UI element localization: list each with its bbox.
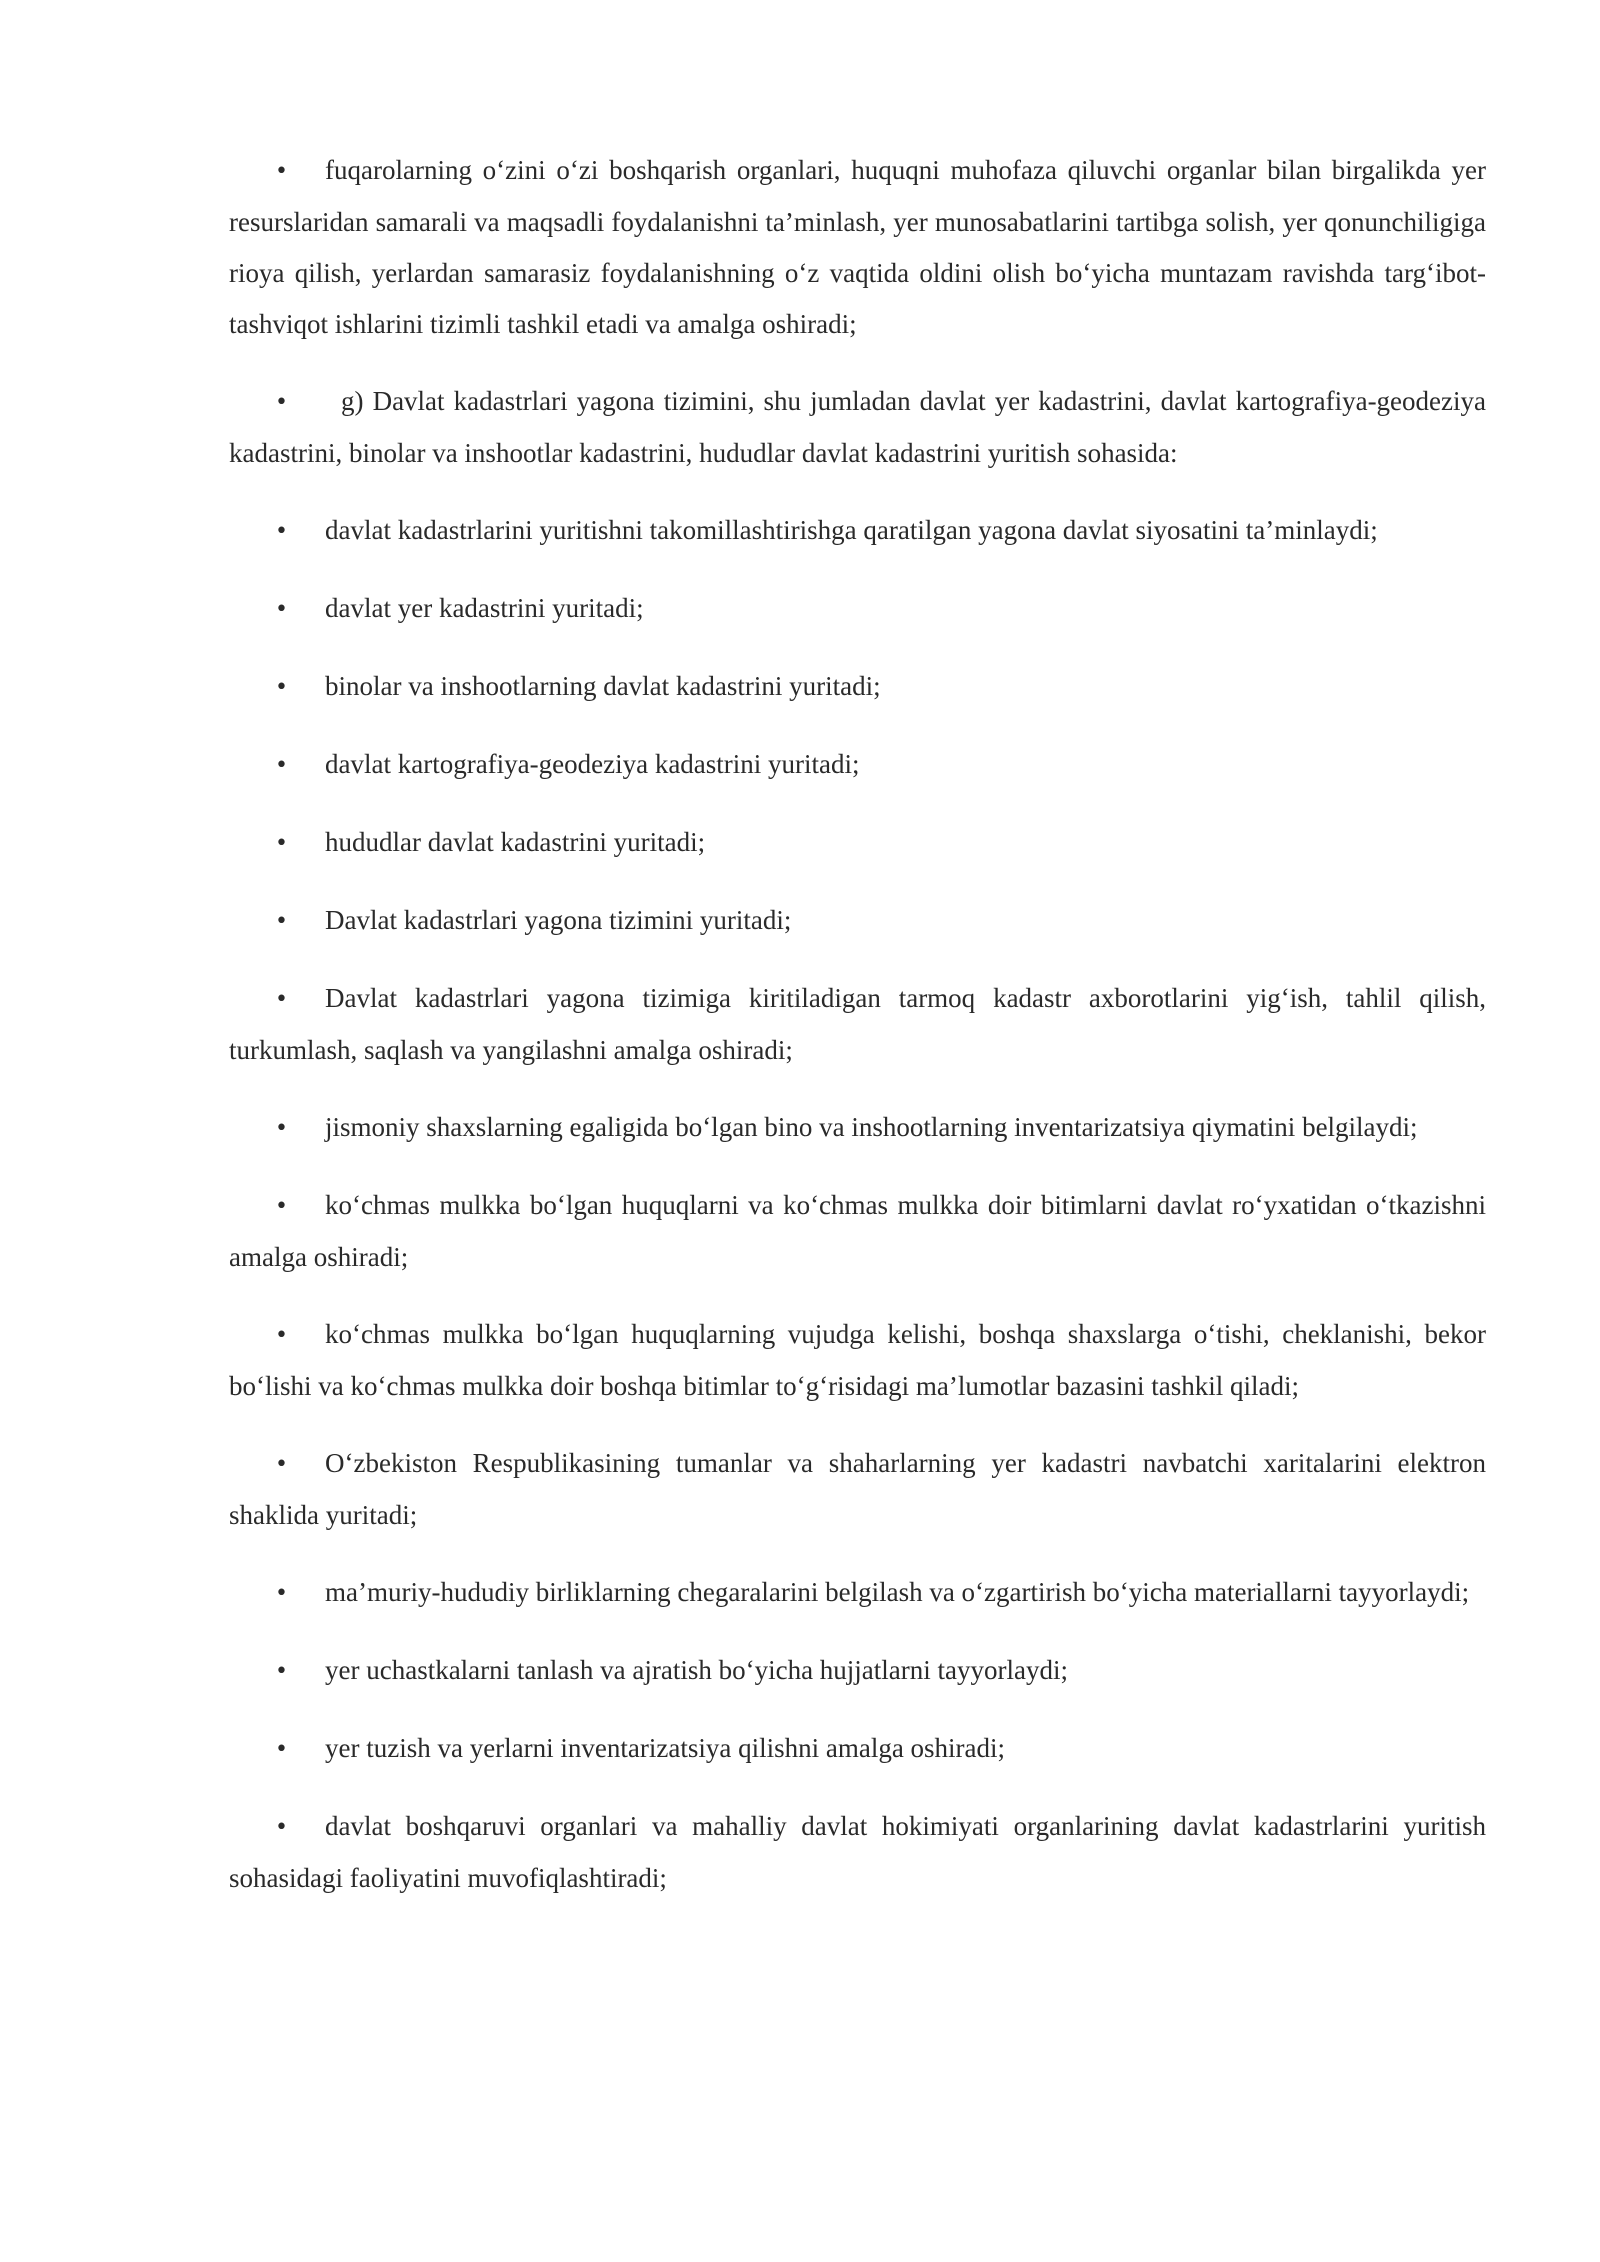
list-item-text: fuqarolarning o‘zini o‘zi boshqarish organlari, huquqni muhofaza qiluvchi organlar bilan birgalikda yer resurslaridan samarali va maqsadli foydalanishni ta’minlash, yer munosabatlarini tartibga solish, yer qonunchiligiga rioya qilish, yerlardan samarasiz foydalanishning o‘z vaqtida oldini olish bo‘yicha muntazam ravishda targ‘ibot-tashviqot ishlarini tizimli tashkil etadi va amalga oshiradi; bbox=[229, 155, 1486, 339]
list-item bbox=[229, 505, 1486, 557]
bullet-icon: • bbox=[275, 1815, 288, 1840]
list-item bbox=[229, 1180, 1486, 1283]
list-item-text: hududlar davlat kadastrini yuritadi; bbox=[325, 827, 706, 857]
list-item bbox=[229, 376, 1486, 479]
bullet-icon: • bbox=[275, 831, 288, 856]
bullet-icon: • bbox=[275, 159, 288, 184]
list-item bbox=[229, 973, 1486, 1076]
list-item-text: g) Davlat kadastrlari yagona tizimini, shu jumladan davlat yer kadastrini, davlat kartografiya-geodeziya kadastrini, binolar va inshootlar kadastrini, hududlar davlat kadastrini yuritish sohasida: bbox=[229, 386, 1486, 468]
list-item-text: yer tuzish va yerlarni inventarizatsiya qilishni amalga oshiradi; bbox=[325, 1733, 1006, 1763]
bullet-icon: • bbox=[275, 753, 288, 778]
list-item-text: O‘zbekiston Respublikasining tumanlar va shaharlarning yer kadastri navbatchi xaritalarini elektron shaklida yuritadi; bbox=[229, 1448, 1486, 1530]
list-item bbox=[229, 817, 1486, 869]
bullet-icon: • bbox=[275, 1194, 288, 1219]
list-item bbox=[229, 1102, 1486, 1154]
bullet-icon: • bbox=[275, 909, 288, 934]
bullet-icon: • bbox=[275, 1737, 288, 1762]
list-item-text: jismoniy shaxslarning egaligida bo‘lgan bino va inshootlarning inventarizatsiya qiymatini belgilaydi; bbox=[325, 1112, 1418, 1142]
document-body bbox=[229, 145, 1486, 1930]
bullet-icon: • bbox=[275, 1659, 288, 1684]
bullet-icon: • bbox=[275, 519, 288, 544]
list-item bbox=[229, 739, 1486, 791]
bullet-icon: • bbox=[275, 987, 288, 1012]
list-item bbox=[229, 583, 1486, 635]
list-item bbox=[229, 1438, 1486, 1541]
list-item bbox=[229, 1567, 1486, 1619]
list-item-text: ko‘chmas mulkka bo‘lgan huquqlarning vujudga kelishi, boshqa shaxslarga o‘tishi, cheklanishi, bekor bo‘lishi va ko‘chmas mulkka doir boshqa bitimlar to‘g‘risidagi ma’lumotlar bazasini tashkil qiladi; bbox=[229, 1319, 1486, 1401]
list-item-text: binolar va inshootlarning davlat kadastrini yuritadi; bbox=[325, 671, 881, 701]
list-item-text: davlat boshqaruvi organlari va mahalliy davlat hokimiyati organlarining davlat kadastrlarini yuritish sohasidagi faoliyatini muvofiqlashtiradi; bbox=[229, 1811, 1486, 1893]
list-item bbox=[229, 145, 1486, 350]
list-item bbox=[229, 1309, 1486, 1412]
list-item-text: yer uchastkalarni tanlash va ajratish bo‘yicha hujjatlarni tayyorlaydi; bbox=[325, 1655, 1068, 1685]
list-item-text: davlat kadastrlarini yuritishni takomillashtirishga qaratilgan yagona davlat siyosatini ta’minlaydi; bbox=[325, 515, 1378, 545]
list-item bbox=[229, 895, 1486, 947]
list-item-text: Davlat kadastrlari yagona tizimini yuritadi; bbox=[325, 905, 792, 935]
list-item-text: davlat yer kadastrini yuritadi; bbox=[325, 593, 644, 623]
list-item bbox=[229, 661, 1486, 713]
list-item-text: davlat kartografiya-geodeziya kadastrini yuritadi; bbox=[325, 749, 860, 779]
list-item-text: ma’muriy-hududiy birliklarning chegaralarini belgilash va o‘zgartirish bo‘yicha materiallarni tayyorlaydi; bbox=[325, 1577, 1470, 1607]
list-item-text: Davlat kadastrlari yagona tizimiga kiritiladigan tarmoq kadastr axborotlarini yig‘ish, tahlil qilish, turkumlash, saqlash va yangilashni amalga oshiradi; bbox=[229, 983, 1486, 1065]
list-item-text: ko‘chmas mulkka bo‘lgan huquqlarni va ko‘chmas mulkka doir bitimlarni davlat ro‘yxatidan o‘tkazishni amalga oshiradi; bbox=[229, 1190, 1486, 1272]
bullet-icon: • bbox=[275, 1116, 288, 1141]
list-item bbox=[229, 1723, 1486, 1775]
list-item bbox=[229, 1645, 1486, 1697]
bullet-icon: • bbox=[275, 1323, 288, 1348]
bullet-icon: • bbox=[275, 675, 288, 700]
bullet-icon: • bbox=[275, 597, 288, 622]
bullet-icon: • bbox=[275, 1581, 288, 1606]
bullet-icon: • bbox=[275, 1452, 288, 1477]
bullet-icon: • bbox=[275, 390, 288, 415]
list-item bbox=[229, 1801, 1486, 1904]
